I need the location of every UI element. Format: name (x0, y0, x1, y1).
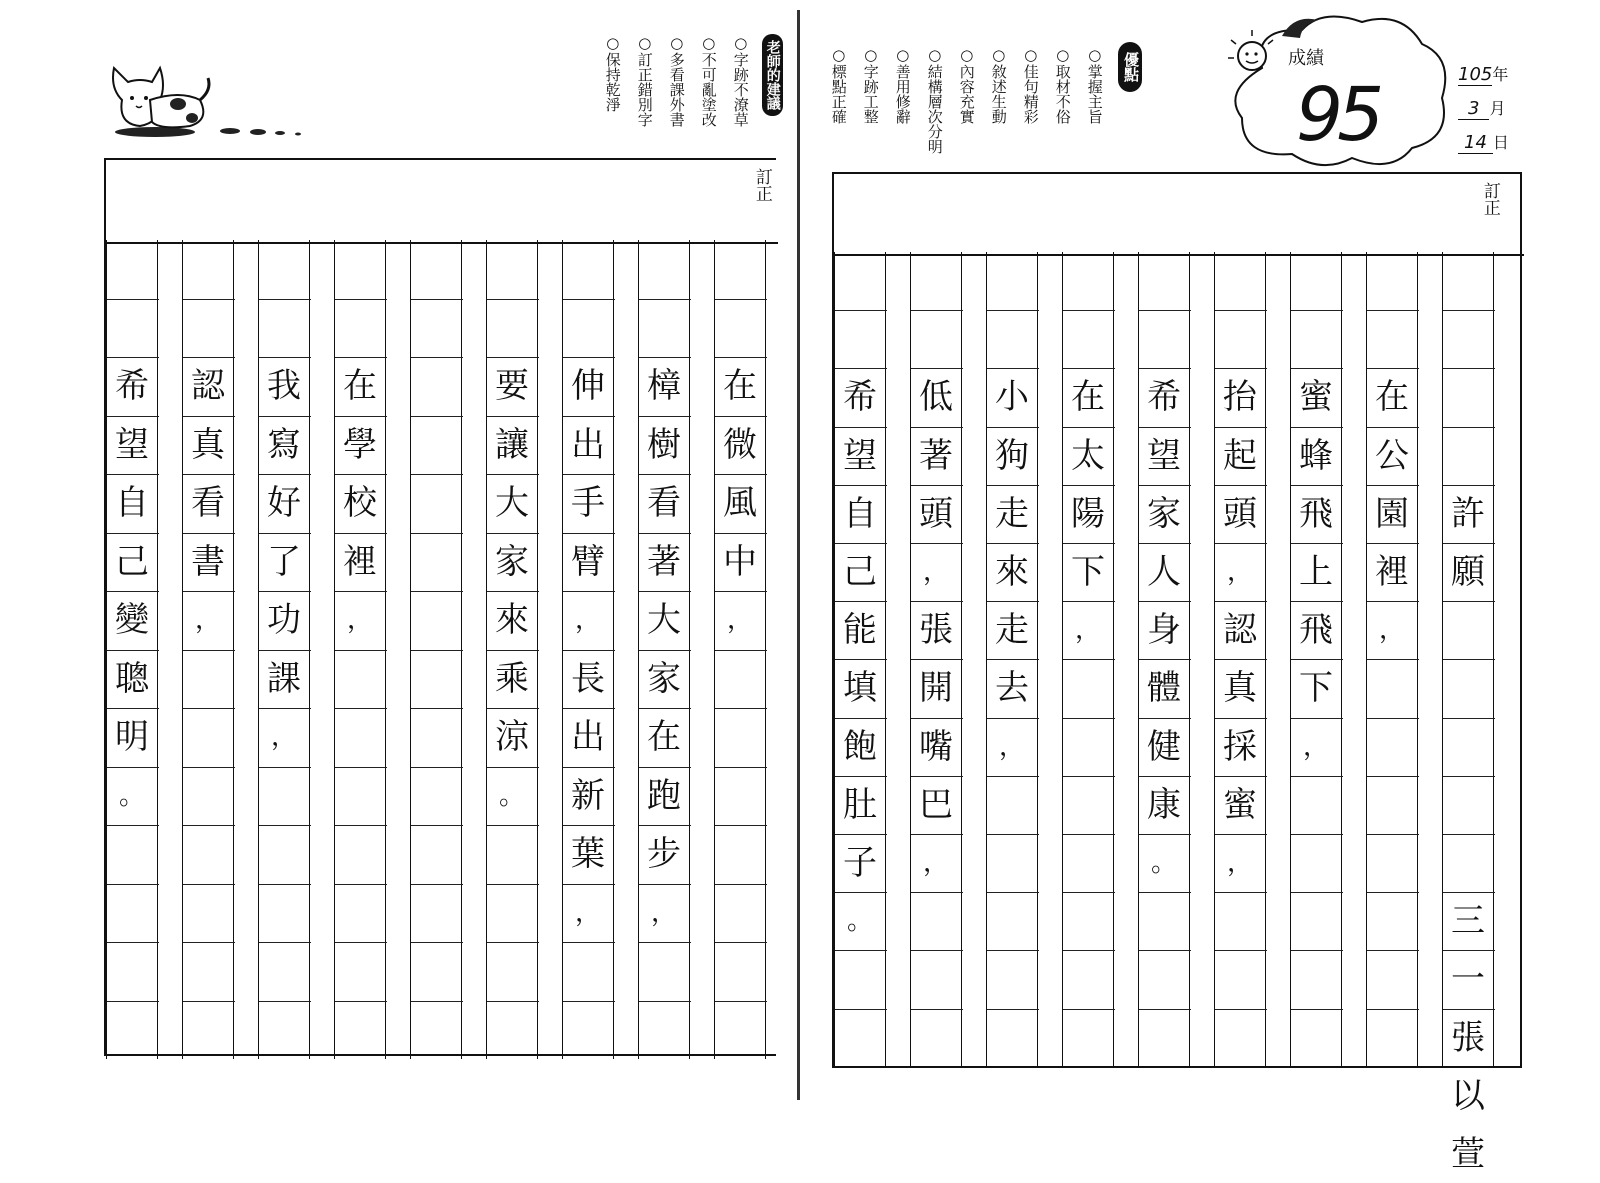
essay-character: 蜂 (1299, 435, 1333, 476)
essay-character: ， (922, 557, 949, 587)
essay-character: 家 (647, 658, 681, 699)
essay-character: 陽 (1071, 493, 1105, 534)
essay-character: ， (1226, 848, 1253, 878)
essay-character: 步 (647, 834, 681, 874)
essay-character: ， (922, 848, 949, 878)
essay-character: 去 (995, 668, 1029, 709)
essay-character: 小 (995, 377, 1029, 418)
essay-character: 伸 (571, 366, 605, 406)
essay-character: 自 (843, 493, 877, 534)
essay-character: 要 (495, 366, 529, 406)
essay-character: 三 (1451, 901, 1485, 942)
essay-character: 讓 (495, 424, 529, 465)
correction-label: 訂正 (751, 168, 772, 202)
essay-character: 。 (498, 780, 525, 811)
essay-character: 己 (843, 552, 877, 592)
essay-character: 人 (1147, 552, 1181, 592)
essay-character: 真 (1223, 668, 1257, 709)
date-year-unit: 年 (1492, 65, 1509, 84)
merit-item: ○標點正確 (829, 46, 848, 124)
merit-item: ○佳句精彩 (1021, 46, 1040, 124)
essay-character: ， (574, 897, 601, 928)
date (1458, 58, 1522, 160)
essay-character: 臂 (571, 541, 605, 582)
essay-character: 裡 (1375, 552, 1409, 592)
essay-character: 園 (1375, 493, 1409, 534)
writing-column (410, 240, 462, 1059)
essay-character: 望 (115, 424, 149, 465)
essay-character: 出 (571, 424, 605, 465)
grade-label: 成績 (1288, 48, 1324, 69)
page-fold (797, 10, 800, 1100)
essay-character: 下 (1071, 552, 1105, 592)
essay-character: 身 (1147, 610, 1181, 651)
essay-character: 家 (1147, 493, 1181, 534)
essay-character: 在 (723, 366, 757, 406)
essay-character: 張 (1451, 1017, 1485, 1058)
essay-character: 。 (1150, 848, 1177, 878)
essay-character: 低 (919, 377, 953, 418)
merit-item: ○掌握主旨 (1085, 46, 1104, 124)
correction-label: 訂正 (1479, 182, 1500, 216)
essay-character: ， (194, 605, 221, 635)
essay-character: 在 (1375, 377, 1409, 418)
essay-character: 望 (1147, 435, 1181, 476)
essay-character: 走 (995, 610, 1029, 651)
essay-character: 開 (919, 668, 953, 709)
essay-character: 希 (1147, 377, 1181, 418)
essay-character: 許 (1451, 493, 1485, 534)
essay-character: 樹 (647, 424, 681, 465)
essay-character: 大 (495, 483, 529, 523)
date-month: 3 (1458, 98, 1489, 120)
essay-character: 填 (843, 668, 877, 709)
date-day: 14 (1458, 132, 1493, 154)
teacher-suggestions-title: 老師的建議 (762, 34, 783, 116)
merit-item: ○取材不俗 (1053, 46, 1072, 124)
essay-character: 變 (115, 600, 149, 640)
essay-character: 風 (723, 483, 757, 523)
essay-character: 飽 (843, 726, 877, 767)
essay-character: 寫 (267, 424, 301, 465)
essay-character: 著 (647, 541, 681, 582)
essay-character: 我 (267, 366, 301, 406)
essay-character: 長 (571, 658, 605, 699)
date-month-unit: 月 (1489, 99, 1506, 118)
essay-character: 大 (647, 600, 681, 640)
essay-character: ， (726, 605, 753, 635)
essay-character: 功 (267, 600, 301, 640)
essay-character: 乘 (495, 658, 529, 699)
essay-character: 蜜 (1299, 377, 1333, 418)
essay-character: 下 (1299, 668, 1333, 709)
date-day-unit: 日 (1492, 133, 1509, 152)
essay-character: 一 (1451, 959, 1485, 1000)
essay-character: 在 (343, 366, 377, 406)
essay-character: ， (1378, 615, 1405, 646)
essay-character: 康 (1147, 784, 1181, 825)
essay-character: ， (1302, 731, 1329, 762)
essay-character: 健 (1147, 726, 1181, 767)
essay-character: 體 (1147, 668, 1181, 709)
essay-character: 巴 (919, 784, 953, 825)
essay-character: 嘴 (919, 726, 953, 767)
essay-character: 採 (1223, 726, 1257, 767)
essay-character: 看 (647, 483, 681, 523)
essay-character: 來 (995, 552, 1029, 592)
essay-character: 校 (343, 483, 377, 523)
suggestion-item: ○多看課外書 (667, 34, 686, 127)
essay-character: 希 (843, 377, 877, 418)
essay-character: 學 (343, 424, 377, 465)
essay-character: 蜜 (1223, 784, 1257, 825)
essay-character: 樟 (647, 366, 681, 406)
essay-character: 家 (495, 541, 529, 582)
essay-character: 張 (919, 610, 953, 651)
merit-item: ○內容充實 (957, 46, 976, 124)
essay-character: 抬 (1223, 377, 1257, 418)
essay-character: ， (1226, 557, 1253, 587)
suggestion-item: ○字跡不潦草 (731, 34, 750, 127)
score-value: 95 (1296, 72, 1379, 158)
essay-character: 跑 (647, 775, 681, 816)
essay-character: 頭 (919, 493, 953, 534)
essay-character: 飛 (1299, 493, 1333, 534)
essay-character: ， (270, 722, 297, 752)
essay-character: 。 (118, 780, 145, 811)
essay-character: 好 (267, 483, 301, 523)
essay-character: ， (574, 605, 601, 635)
essay-character: 希 (115, 366, 149, 406)
essay-character: 聰 (115, 658, 149, 699)
essay-character: ， (650, 897, 677, 928)
essay-character: 看 (191, 483, 225, 523)
essay-character: ， (998, 731, 1025, 762)
date-year: 105 (1458, 64, 1493, 85)
essay-character: 萱 (1451, 1134, 1485, 1174)
essay-character: 認 (191, 366, 225, 406)
essay-character: 飛 (1299, 610, 1333, 651)
merit-item: ○善用修辭 (893, 46, 912, 124)
essay-character: 望 (843, 435, 877, 476)
essay-character: 來 (495, 600, 529, 640)
essay-character: 涼 (495, 717, 529, 757)
essay-character: 手 (571, 483, 605, 523)
essay-character: 葉 (571, 834, 605, 874)
essay-character: 新 (571, 775, 605, 816)
essay-character: 太 (1071, 435, 1105, 476)
essay-character: 狗 (995, 435, 1029, 476)
essay-character: 走 (995, 493, 1029, 534)
essay-character: 書 (191, 541, 225, 582)
essay-character: 願 (1451, 552, 1485, 592)
merit-item: ○敘述生動 (989, 46, 1008, 124)
essay-character: 微 (723, 424, 757, 465)
essay-character: 在 (1071, 377, 1105, 418)
essay-character: 在 (647, 717, 681, 757)
merits-title: 優點 (1118, 42, 1142, 92)
essay-character: 公 (1375, 435, 1409, 476)
essay-character: ， (1074, 615, 1101, 646)
essay-character: ， (346, 605, 373, 635)
essay-character: 自 (115, 483, 149, 523)
merit-item: ○結構層次分明 (925, 46, 944, 154)
essay-character: 了 (267, 541, 301, 582)
suggestion-item: ○保持乾淨 (603, 34, 622, 112)
suggestion-item: ○不可亂塗改 (699, 34, 718, 127)
essay-character: 真 (191, 424, 225, 465)
essay-character: 子 (843, 843, 877, 883)
essay-character: 課 (267, 658, 301, 699)
essay-character: 著 (919, 435, 953, 476)
essay-character: 己 (115, 541, 149, 582)
essay-character: 能 (843, 610, 877, 651)
essay-character: 。 (846, 906, 873, 937)
essay-character: 以 (1451, 1075, 1485, 1116)
essay-character: 中 (723, 541, 757, 582)
essay-character: 認 (1223, 610, 1257, 651)
merit-item: ○字跡工整 (861, 46, 880, 124)
essay-character: 裡 (343, 541, 377, 582)
cat-doodle-icon (100, 60, 320, 150)
essay-character: 出 (571, 717, 605, 757)
essay-character: 頭 (1223, 493, 1257, 534)
essay-character: 明 (115, 717, 149, 757)
essay-character: 起 (1223, 435, 1257, 476)
essay-character: 上 (1299, 552, 1333, 592)
essay-character: 肚 (843, 784, 877, 825)
suggestion-item: ○訂正錯別字 (635, 34, 654, 127)
